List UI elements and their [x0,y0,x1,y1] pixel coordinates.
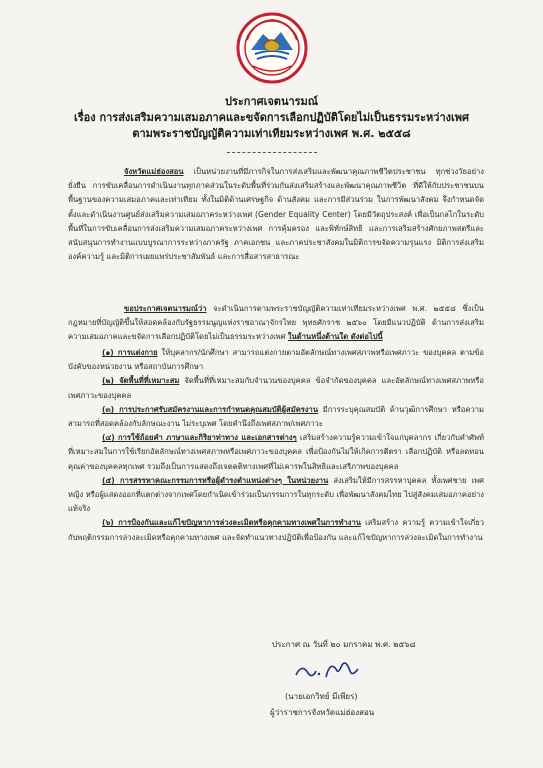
item-heading: (๑) การแต่งกาย [102,348,158,357]
announcement-title: ประกาศเจตนารมณ์ [224,95,319,108]
item-text: เสริมสร้าง ความรู้ ความเข้าใจเกี่ยวกับพฤติกรรมการล่วงละเมิดหรือคุกคามทางเพศ และจัดทำแนวทางปฏิบัติเพื่อป้องกัน และแก้ไขปัญหาการล่วงละเมิดในการทำงาน [68,518,484,542]
declaration-text: จะดำเนินการตามพระราชบัญญัติความเท่าเทียมระหว่างเพศ พ.ศ. ๒๕๕๘ ซึ่งเป็นกฎหมายที่บัญญัติขึ้นให้สอดคล้องกับรัฐธรรมนูญแห่งราชอาณาจักรไทย พุทธศักราช ๒๕๖๐ โดยมีแนวปฏิบัติ ด้านการส่งเสริมความเสมอภาคและขจัดการเลือกปฏิบัติโดยไม่เป็นธรรมระหว่างเพศ [68,304,484,342]
item-text: ให้บุคลากร/นักศึกษา สามารถแต่งกายตามอัตลักษณ์ทางเพศสภาพหรือเพศภาวะ ของบุคคล ตามข้อบังคับของหน่วยงาน หรือสถาบันการศึกษา [68,348,484,372]
announcement-subject-act: ตามพระราชบัญญัติความเท่าเทียมระหว่างเพศ พ.ศ. ๒๕๕๘ [132,127,411,140]
item-heading: (๓) การประกาศรับสมัครงานและการกำหนดคุณสมบัติผู้สมัครงาน [102,404,319,414]
title-divider [227,152,317,153]
intro-lead: จังหวัดแม่ฮ่องสอน [124,167,184,176]
declaration-tail: ในด้านหนึ่งด้านใด ดังต่อไปนี้ [287,332,383,342]
signer-position: ผู้ว่าราชการจังหวัดแม่ฮ่องสอน [270,708,375,717]
list-item [68,474,484,517]
list-item [68,516,484,544]
list-item [68,403,484,431]
signer-name: (นายเอกวิทย์ มีเพียร) [285,692,358,701]
list-item [68,431,484,474]
intro-paragraph [68,165,484,264]
declaration-lead: ขอประกาศเจตนารมณ์ว่า [124,304,207,313]
intro-text: เป็นหน่วยงานที่มีภารกิจในการส่งเสริมและพัฒนาคุณภาพชีวิตประชาชน ทุกช่วงวัยอย่างยั่งยืน การขับเคลื่อนการดำเนินงานทุกภาคส่วนในระดับพื้นที่ร่วมกันส่งเสริมสร้างและพัฒนาคุณภาพชีวิต ที่ดีให้กับประชาชนบนพื้นฐานของความเสมอภาคและเท่าเทียม ทั้งในมิติด้านเศรษฐกิจ ด้านสังคม และการมีส่วนร่วม ในการพัฒนาสังคม จึงกำหนดจัดตั้งและดำเนินงานศูนย์ส่งเสริมความเสมอภาคระหว่างเพศ (Gender Equality Center) โดยมีวัตถุประสงค์ เพื่อเป็นกลไกในระดับพื้นที่ในการขับเคลื่อนการส่งเสริมความเสมอภาคระหว่างเพศ การคุ้มครอง และพิทักษ์สิทธิ และการเสริมสร้างศักยภาพสตรีและสนับสนุนการทำงานแบบบูรณาการระหว่างภาครัฐ ภาคเอกชน และภาคประชาสังคมในมิติการขจัดความรุนแรง มิติการส่งเสริมองค์ความรู้ และมิติการเผยแพร่ประชาสัมพันธ์ และการสื่อสารสาธารณะ [68,167,484,262]
list-item [68,374,484,402]
item-text: ส่งเสริมให้มีการสรรหาบุคคล ทั้งเพศชาย เพศหญิง หรือผู้แสดงออกที่แตกต่างจากเพศโดยกำเนิดเข้าร่วมเป็นกรรมการในทุกระดับ เพื่อพัฒนาสังคมไทย ไปสู่สังคมเสมอภาคอย่างแท้จริง [68,475,484,514]
item-heading: (๕) การสรรหาคณะกรรมการหรือผู้ดำรงตำแหน่งต่างๆ ในหน่วยงาน [102,475,329,485]
signature-icon [292,655,362,685]
declaration-paragraph [68,302,484,345]
item-heading: (๖) การป้องกันและแก้ไขปัญหาการล่วงละเมิดหรือคุกคามทางเพศในการทำงาน [102,518,361,528]
item-text: มีการระบุคุณสมบัติ ด้านวุฒิการศึกษา หรือความสามารถที่สอดคล้องกับลักษณะงาน ไม่ระบุเพศ โดยคำนึงถึงเพศสภาพ/เพศภาวะ [68,404,484,429]
item-text: เสริมสร้างความรู้ความเข้าใจแก่บุคลากร เกี่ยวกับคำศัพท์ที่เหมาะสมในการใช้เรียกอัตลักษณ์ทางเพศสภาพหรือเพศภาวะของบุคคล เพื่อป้องกันไม่ให้เกิดการตีตรา เลือกปฏิบัติ หรือลดทอนคุณค่าของบุคคลทุกเพศ รวมถึงเป็นการแสดงถึงเจตคติทางเพศที่ไม่เคารพในสิทธิและเสรีภาพของบุคคล [68,433,484,471]
item-text: จัดพื้นที่ที่เหมาะสมกับจำนวนของบุคคล ข้อจำกัดของบุคคล และอัตลักษณ์ทางเพศสภาพหรือเพศภาวะของบุคคล [68,376,484,400]
items-list [68,346,484,545]
announcement-date: ประกาศ ณ วันที่ ๒๐ มกราคม พ.ศ. ๒๕๖๘ [272,640,416,649]
announcement-subject: เรื่อง การส่งเสริมความเสมอภาคและขจัดการเลือกปฏิบัติโดยไม่เป็นธรรมระหว่างเพศ [74,111,469,124]
item-heading: (๔) การใช้ถ้อยคำ ภาษาและกิริยาท่าทาง และเอกสารต่างๆ [102,433,297,443]
provincial-seal-icon [233,10,311,86]
list-item [68,346,484,374]
item-heading: (๒) จัดพื้นที่ที่เหมาะสม [102,376,180,386]
